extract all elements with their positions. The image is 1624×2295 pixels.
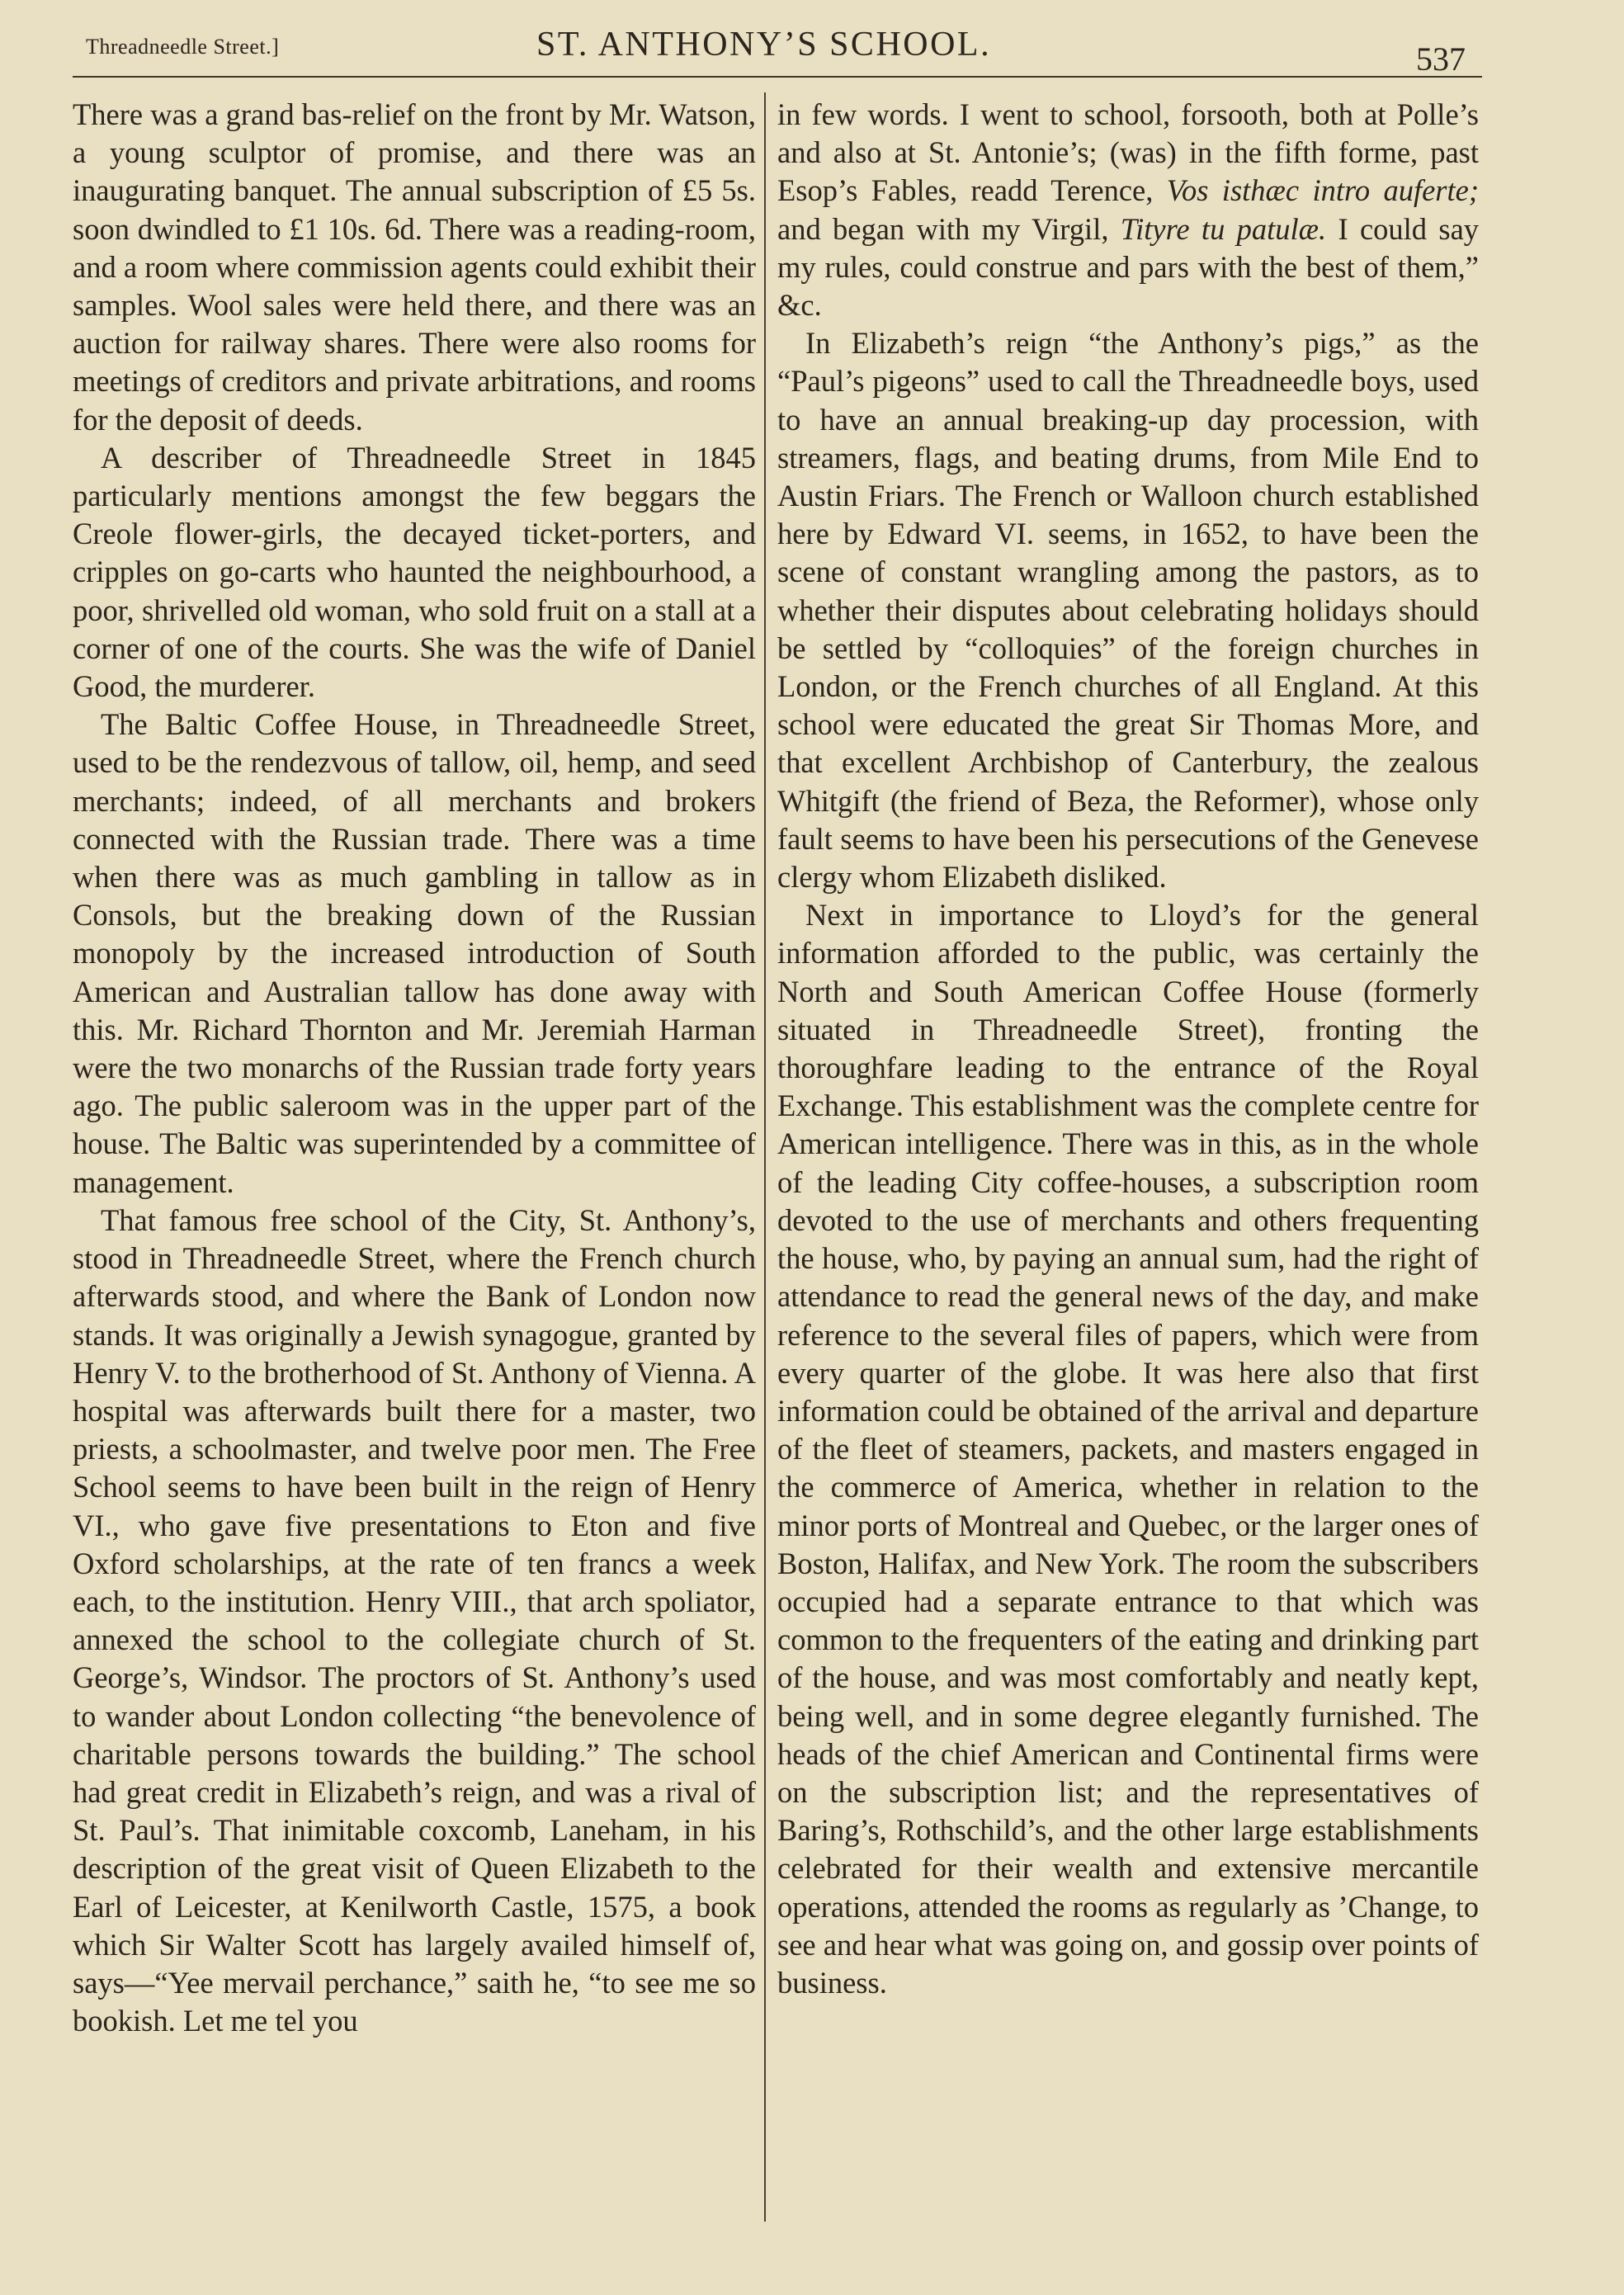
page-number: 537 [1416,40,1466,78]
paragraph: In Elizabeth’s reign “the Anthony’s pigs,” as the “Paul’s pigeons” used to call the Threadneedle boys, used to have an annual breaking-up day procession, with streamers, flags, and beating drums, from Mile End to Austin Friars. The French or Walloon church established here by Edward VI. seems, in 1652, to have been the scene of constant wrangling among the pastors, as to whether their disputes about celebrating holidays should be settled by “colloquies” of the foreign churches in London, or the French churches of all England. At this school were educated the great Sir Thomas More, and that excellent Archbishop of Canterbury, the zealous Whitgift (the friend of Beza, the Reformer), whose only fault seems to have been his persecutions of the Genevese clergy whom Elizabeth disliked. [777,326,1479,895]
latin-quotation: Vos isthæc intro auferte; [1166,173,1479,208]
paragraph: There was a grand bas-relief on the front by Mr. Watson, a young sculptor of promise, and there was an inaugurating banquet. The annual subscription of £5 5s. soon dwindled to £1 10s. 6d. There was a reading-room, and a room where commission agents could exhibit their samples. Wool sales were held there, and there was an auction for railway shares. There were also rooms for meetings of creditors and private arbitrations, and rooms for the deposit of deeds. [73,97,756,437]
paragraph: Next in importance to Lloyd’s for the general information afforded to the public, was certainly the North and South American Coffee House (formerly situated in Threadneedle Street), fronting the thoroughfare leading to the entrance of the Royal Exchange. This establishment was the complete centre for American intelligence. There was in this, as in the whole of the leading City coffee-houses, a subscription room devoted to the use of merchants and others frequenting the house, who, by paying an annual sum, had the right of attendance to read the general news of the day, and make reference to the several files of papers, which were from every quarter of the globe. It was here also that first information could be obtained of the arrival and departure of the fleet of steamers, packets, and masters engaged in the commerce of America, whether in relation to the minor ports of Montreal and Quebec, or the larger ones of Boston, Halifax, and New York. The room the subscribers occupied had a separate entrance to that which was common to the frequenters of the eating and drinking part of the house, and was most comfortably and neatly kept, being well, and in some degree elegantly furnished. The heads of the chief American and Continental firms were on the subscription list; and the representatives of Baring’s, Rothschild’s, and the other large establishments celebrated for their wealth and extensive mercantile operations, attended the rooms as regularly as ’Change, to see and hear what was going on, and gossip over points of business. [777,898,1479,2000]
column-divider [764,92,766,2222]
right-column [777,96,1479,2002]
paragraph: The Baltic Coffee House, in Threadneedle Street, used to be the rendezvous of tallow, oil, hemp, and seed merchants; indeed, of all merchants and brokers connected with the Russian trade. There was a time when there was as much gambling in tallow as in Consols, but the breaking down of the Russian monopoly by the increased introduction of South American and Australian tallow has done away with this. Mr. Richard Thornton and Mr. Jeremiah Harman were the two monarchs of the Russian trade forty years ago. The public saleroom was in the upper part of the house. The Baltic was superintended by a committee of management. [73,707,756,1199]
paragraph-continuation [777,96,1479,324]
latin-quotation: Tityre tu patulæ. [1120,211,1327,246]
text-run: I could say my rules, could construe and pars with the best of them,” &c. [777,211,1480,323]
header-rule [73,76,1482,78]
running-title: ST. ANTHONY’S SCHOOL. [536,26,992,64]
text-run: in few words. I went to school, forsooth, both at Polle’s and also at St. Antonie’s; (was) in the fifth forme, past Esop’s Fables, readd Terence, [777,97,1479,208]
text-run: and began with my Virgil, [777,211,1109,246]
paragraph: A describer of Threadneedle Street in 1845 particularly mentions amongst the few beggars the Creole flower-girls, the decayed ticket-porters, and cripples on go-carts who haunted the neighbourhood, a poor, shrivelled old woman, who sold fruit on a stall at a corner of one of the courts. She was the wife of Daniel Good, the murderer. [73,440,756,704]
paragraph: That famous free school of the City, St. Anthony’s, stood in Threadneedle Street, where the French church afterwards stood, and where the Bank of London now stands. It was originally a Jewish synagogue, granted by Henry V. to the brotherhood of St. Anthony of Vienna. A hospital was afterwards built there for a master, two priests, a schoolmaster, and twelve poor men. The Free School seems to have been built in the reign of Henry VI., who gave five presentations to Eton and five Oxford scholarships, at the rate of ten francs a week each, to the institution. Henry VIII., that arch spoliator, annexed the school to the collegiate church of St. George’s, Windsor. The proctors of St. Anthony’s used to wander about London collecting “the benevolence of charitable persons towards the building.” The school had great credit in Elizabeth’s reign, and was a rival of St. Paul’s. That inimitable coxcomb, Laneham, in his description of the great visit of Queen Elizabeth to the Earl of Leicester, at Kenilworth Castle, 1575, a book which Sir Walter Scott has largely availed himself of, says—“Yee mervail perchance,” saith he, “to see me so bookish. Let me tel you [73,1202,756,2038]
running-head-left: Threadneedle Street.] [86,35,280,59]
left-column [73,96,756,2040]
